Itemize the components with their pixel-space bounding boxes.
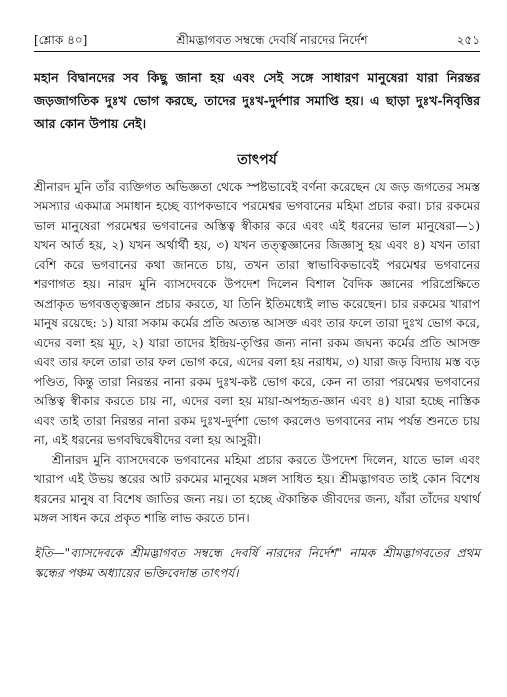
- translation-text: মহান বিদ্বানদের সব কিছু জানা হয় এবং সেই সঙ্গে সাধারণ মানুষেরা যারা নিরন্তর জড়জাগতিক দুঃখ ভোগ করছে, তাদের দুঃখ-দুর্দশার সমাপ্তি হয়। এ ছাড়া দুঃখ-নিবৃত্তির আর কোন উপায় নেই।: [34, 70, 480, 131]
- running-title: শ্রীমদ্ভাগবত সম্বন্ধে দেবর্ষি নারদের নির্দেশ: [176, 33, 368, 47]
- purport-heading: তাৎপর্য: [237, 151, 277, 168]
- chapter-closing-text: ইতি—"ব্যাসদেবকে শ্রীমদ্ভাগবত সম্বন্ধে দেবর্ষি নারদের নির্দেশ" নামক শ্রীমদ্ভাগবতের প্রথম স্কন্ধের পঞ্চম অধ্যায়ের ভক্তিবেদান্ত তাৎপর্য।: [34, 545, 480, 580]
- book-page: [34, 32, 480, 595]
- page-number: ২৫১: [456, 33, 480, 47]
- purport-paragraph: শ্রীনারদ মুনি ব্যাসদেবকে ভগবানের মহিমা প্রচার করতে উপদেশ দিলেন, যাতে ভাল এবং খারাপ এই উভয় স্তরের আট রকমের মানুষের মঙ্গল সাধিত হয়। শ্রীমদ্ভাগবত তাই কোন বিশেষ ধরনের মানুষ বা বিশেষ জাতির জন্য নয়। তা হচ্ছে ঐকান্তিক জীবদের জন্য, যাঁরা তাঁদের যথার্থ মঙ্গল সাধন করে প্রকৃত শান্তি লাভ করতে চান।: [34, 452, 480, 525]
- purport-paragraph: শ্রীনারদ মুনি তাঁর ব্যক্তিগত অভিজ্ঞতা থেকে স্পষ্টভাবেই বর্ণনা করেছেন যে জড় জগতের সমস্ত সমস্যার একমাত্র সমাধান হচ্ছে ব্যাপকভাবে পরমেশ্বর ভগবানের মহিমা প্রচার করা। চার রকমের ভাল মানুষেরা পরমেশ্বর ভগবানের অস্তিত্ব স্বীকার করে এবং এই ধরনের ভাল মানুষেরা—১) যখন আর্ত হয়, ২) যখন অর্থার্থী হয়, ৩) যখন তত্ত্বজ্ঞানের জিজ্ঞাসু হয় এবং ৪) যখন তারা বেশি করে ভগবানের কথা জানতে চায়, তখন তারা স্বাভাবিকভাবেই পরমেশ্বর ভগবানের শরণাগত হয়। নারদ মুনি ব্যাসদেবকে উপদেশ দিলেন বিশাল বৈদিক জ্ঞানের পরিপ্রেক্ষিতে অপ্রাকৃত ভগবত্তত্ত্বজ্ঞান প্রচার করতে, যা তিনি ইতিমধ্যেই লাভ করেছেন। চার রকমের খারাপ মানুষ রয়েছে: ১) যারা সকাম কর্মের প্রতি অত্যন্ত আসক্ত এবং তার ফলে তারা দুঃখ ভোগ করে, এদের বলা হয় মূঢ়, ২) যারা তাদের ইন্দ্রিয়-তৃপ্তির জন্য নানা রকম জঘন্য কর্মের প্রতি আসক্ত এবং তার ফলে তারা তার ফল ভোগ করে, এদের বলা হয় নরাধম, ৩) যারা জড় বিদ্যায় মস্ত বড় পণ্ডিত, কিন্তু তারা নিরন্তর নানা রকম দুঃখ-কষ্ট ভোগ করে, কেন না তারা পরমেশ্বর ভগবানের অস্তিত্ব স্বীকার করতে চায় না, এদের বলা হয় মায়া-অপহৃত-জ্ঞান এবং ৪) যারা হচ্ছে নাস্তিক এবং তাই তারা নিরন্তর নানা রকম দুঃখ-দুর্দশা ভোগ করলেও ভগবানের নাম পর্যন্ত শুনতে চায় না, এই ধরনের ভগবদ্বিদ্বেষীদের বলা হয় আসুরী।: [34, 179, 480, 447]
- page-header: [34, 32, 480, 48]
- verse-reference: [শ্লোক ৪০]: [34, 33, 88, 47]
- header-rule: [34, 51, 480, 52]
